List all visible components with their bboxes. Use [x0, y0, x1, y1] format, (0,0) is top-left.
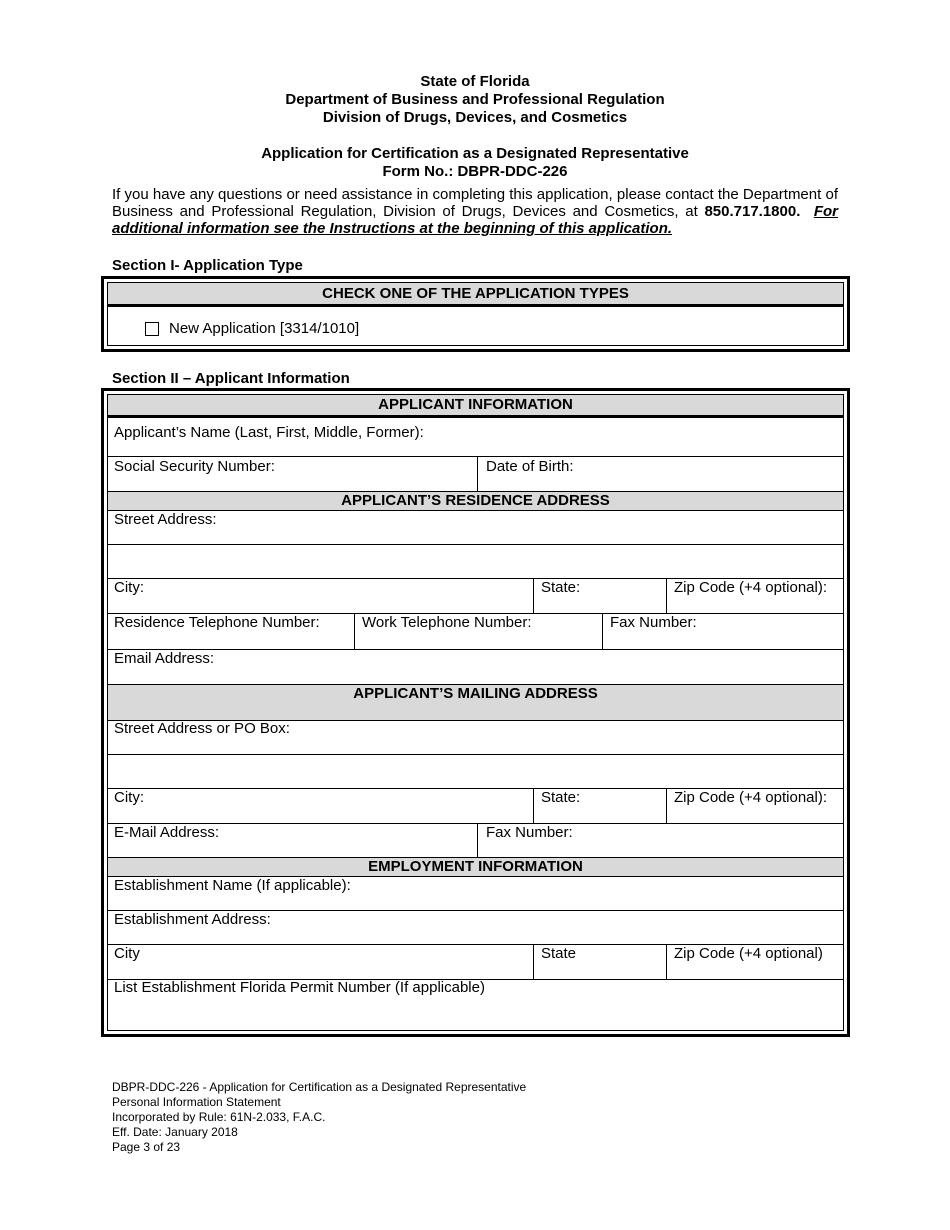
- new-application-label: New Application [3314/1010]: [169, 320, 360, 337]
- applicant-info-box: [101, 388, 850, 1037]
- footer-page-number: Page 3 of 23: [112, 1140, 181, 1154]
- footer-form-title: DBPR-DDC-226 - Application for Certification as a Designated Representative: [112, 1080, 527, 1094]
- section1-title: Section I- Application Type: [112, 257, 303, 274]
- mailing-address-band-label: APPLICANT’S MAILING ADDRESS: [353, 685, 598, 702]
- header-department: Department of Business and Professional Regulation: [285, 91, 665, 108]
- mailing-fax-field[interactable]: Fax Number:: [486, 824, 573, 841]
- applicant-info-inner: [107, 394, 844, 1031]
- header-division: Division of Drugs, Devices, and Cosmetics: [322, 109, 628, 126]
- footer-eff-date: Eff. Date: January 2018: [112, 1125, 238, 1139]
- residence-address-band: APPLICANT’S RESIDENCE ADDRESS: [108, 492, 843, 510]
- intro-note: For additional information see the Instructions at the beginning of this application.: [112, 203, 838, 237]
- application-type-inner: [107, 282, 844, 346]
- mailing-city-field[interactable]: City:: [114, 789, 144, 806]
- ssn-field[interactable]: Social Security Number:: [114, 458, 275, 475]
- email-field[interactable]: Email Address:: [114, 650, 215, 667]
- form-title: Application for Certification as a Designated Representative: [261, 145, 689, 162]
- footer: [112, 1080, 526, 1155]
- application-type-band: CHECK ONE OF THE APPLICATION TYPES: [108, 283, 843, 307]
- residence-zip-field[interactable]: Zip Code (+4 optional):: [674, 579, 828, 596]
- residence-fax-field[interactable]: Fax Number:: [610, 614, 697, 631]
- footer-statement: Personal Information Statement: [112, 1095, 281, 1109]
- section2-title: Section II – Applicant Information: [112, 370, 350, 387]
- application-type-box: [101, 276, 850, 352]
- establishment-name-field[interactable]: Establishment Name (If applicable):: [114, 877, 351, 894]
- form-number: Form No.: DBPR-DDC-226: [382, 163, 568, 180]
- header-state: State of Florida: [420, 73, 530, 90]
- mailing-address-band: [108, 685, 843, 720]
- residence-state-field[interactable]: State:: [541, 579, 581, 596]
- work-phone-field[interactable]: Work Telephone Number:: [362, 614, 532, 631]
- mailing-zip-field[interactable]: Zip Code (+4 optional):: [674, 789, 828, 806]
- establishment-city-field[interactable]: City: [114, 945, 140, 962]
- residence-city-field[interactable]: City:: [114, 579, 144, 596]
- mailing-street-field[interactable]: Street Address or PO Box:: [114, 720, 290, 737]
- permit-number-field[interactable]: List Establishment Florida Permit Number (If applicable): [114, 979, 485, 996]
- new-application-checkbox[interactable]: [145, 322, 159, 336]
- street-address-field[interactable]: Street Address:: [114, 511, 217, 528]
- intro-text: If you have any questions or need assistance in completing this application, please contact the Department of Business and Professional Regulation, Division of Drugs, Devices and Cosmetics, at: [112, 186, 838, 220]
- establishment-zip-field[interactable]: Zip Code (+4 optional): [674, 945, 823, 962]
- establishment-address-field[interactable]: Establishment Address:: [114, 911, 271, 928]
- residence-phone-field[interactable]: Residence Telephone Number:: [114, 614, 320, 631]
- date-of-birth-field[interactable]: Date of Birth:: [486, 458, 574, 475]
- applicant-information-band: APPLICANT INFORMATION: [108, 395, 843, 418]
- intro-phone: 850.717.1800.: [704, 203, 801, 220]
- mailing-email-field[interactable]: E-Mail Address:: [114, 824, 220, 841]
- applicant-name-field[interactable]: Applicant’s Name (Last, First, Middle, Former):: [114, 424, 424, 441]
- establishment-state-field[interactable]: State: [541, 945, 577, 962]
- employment-information-band: EMPLOYMENT INFORMATION: [108, 858, 843, 876]
- footer-rule: Incorporated by Rule: 61N-2.033, F.A.C.: [112, 1110, 326, 1124]
- mailing-state-field[interactable]: State:: [541, 789, 581, 806]
- intro-paragraph: [112, 186, 838, 237]
